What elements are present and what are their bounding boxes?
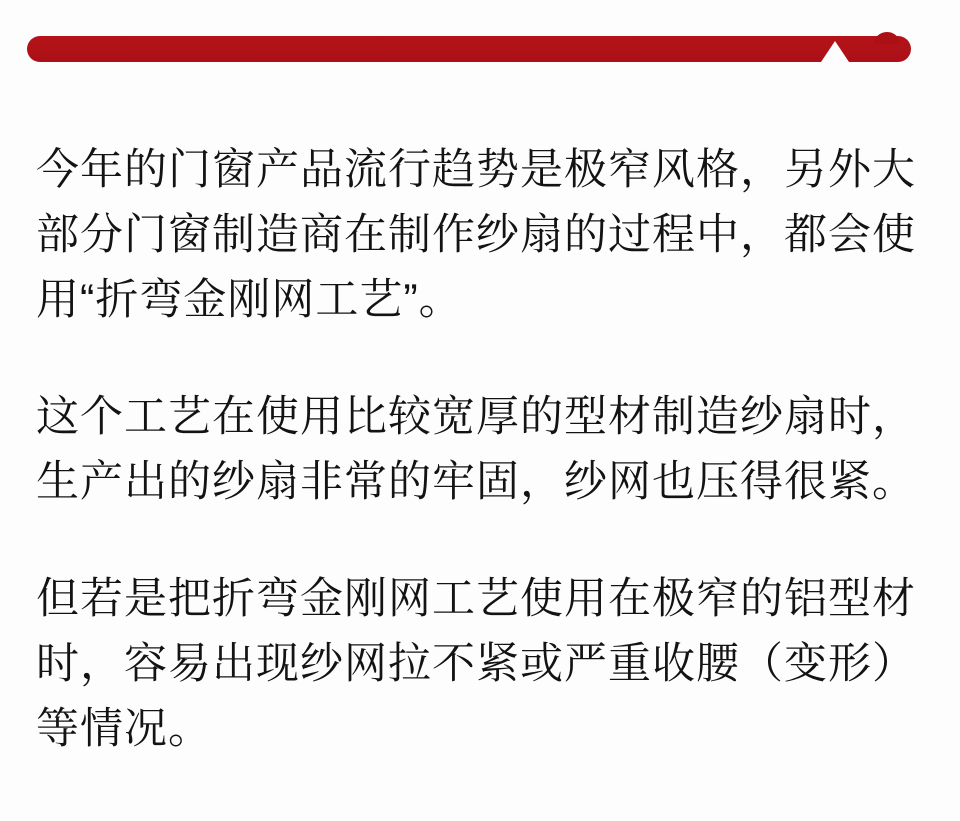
red-ribbon-divider xyxy=(27,36,911,62)
paragraph-2 xyxy=(36,385,916,515)
text-line: 用“折弯金刚网工艺”。 xyxy=(36,276,463,324)
text-line: 生产出的纱扇非常的牢固，纱网也压得很紧。 xyxy=(36,458,916,506)
text-line: 今年的门窗产品流行趋势是极窄风格，另外大 xyxy=(36,146,916,194)
text-line: 但若是把折弯金刚网工艺使用在极窄的铝型材 xyxy=(36,575,916,623)
text-line: 等情况。 xyxy=(36,705,212,753)
text-line: 时，容易出现纱网拉不紧或严重收腰（变形） xyxy=(36,640,916,688)
paragraph-3 xyxy=(36,567,916,762)
text-line: 部分门窗制造商在制作纱扇的过程中，都会使 xyxy=(36,211,916,259)
article-body xyxy=(36,138,916,814)
paragraph-1 xyxy=(36,138,916,333)
divider-bump xyxy=(874,32,900,44)
text-line: 这个工艺在使用比较宽厚的型材制造纱扇时， xyxy=(36,393,916,441)
divider-notch-icon xyxy=(821,41,849,62)
